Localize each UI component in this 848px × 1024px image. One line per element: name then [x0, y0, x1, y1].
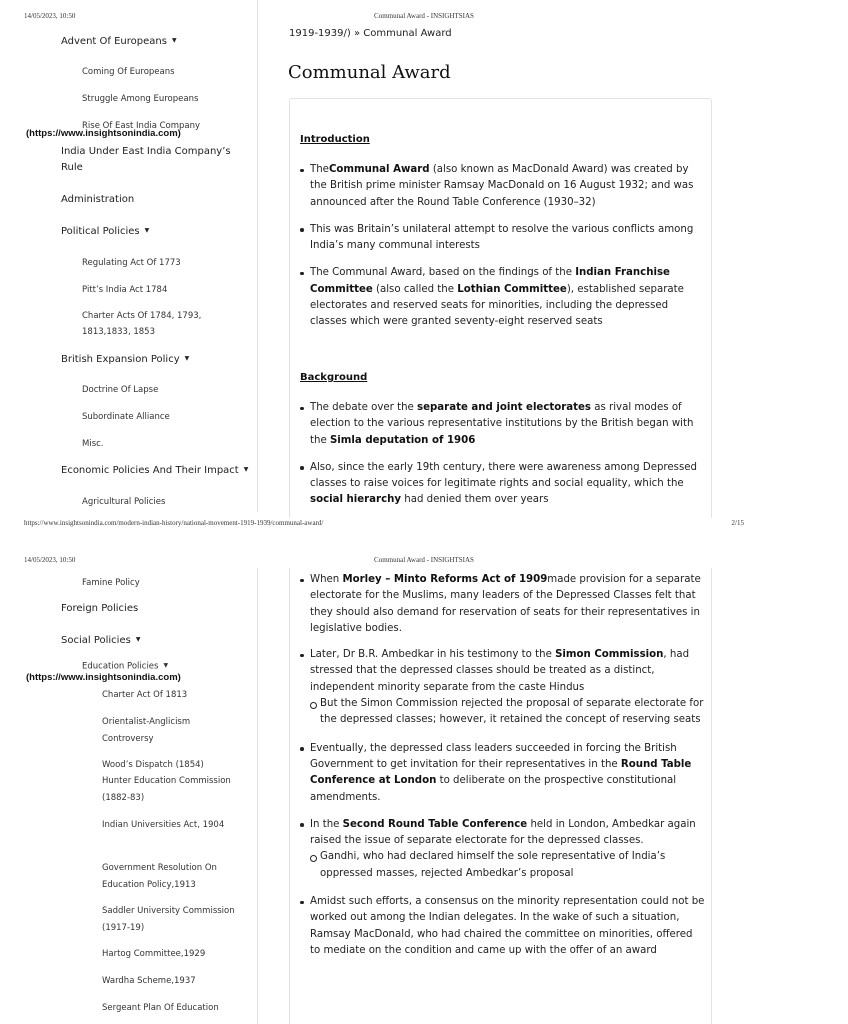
text-run: Gandhi, who had declared himself the sole representative of India’s oppressed masses, rejected Ambedkar’s proposal [320, 851, 666, 879]
text-run: (also called the [372, 283, 458, 295]
sidebar-nav [0, 568, 258, 1024]
print-page-number: 2/15 [731, 519, 744, 527]
sidebar-item[interactable] [82, 308, 232, 340]
text-run: Later, Dr B.R. Ambedkar in his testimony to the [310, 649, 556, 661]
sidebar-item-label: Indian Universities Act, 1904 [102, 820, 225, 830]
caret-down-icon[interactable]: ▼ [144, 227, 150, 234]
sidebar-item[interactable] [102, 1000, 242, 1017]
sidebar-item-label: Charter Acts Of 1784, 1793, 1813,1833, 1853 [82, 311, 202, 337]
text-run: had denied them over years [401, 494, 549, 506]
sidebar-item-label: Wood’s Dispatch (1854) [102, 760, 204, 770]
sidebar-nav [0, 0, 258, 512]
sidebar-item[interactable] [61, 351, 251, 368]
text-run: When [310, 574, 343, 585]
sidebar-item[interactable] [82, 436, 232, 452]
sidebar-item-label: Saddler University Commission (1917-19) [102, 906, 235, 933]
section-heading-introduction: Introduction [300, 134, 370, 145]
sidebar-item-label: Orientalist-Anglicism Controversy [102, 717, 191, 744]
bold-term: Morley – Minto Reforms Act of 1909 [342, 574, 548, 585]
sidebar-item-label: Education Policies [82, 661, 159, 672]
caret-down-icon[interactable]: ▼ [135, 636, 141, 643]
sidebar-item-label: Wardha Scheme,1937 [102, 976, 196, 986]
sidebar-item[interactable] [82, 255, 232, 271]
sidebar-item-label: Doctrine Of Lapse [82, 385, 159, 395]
list-item [300, 265, 705, 330]
text-run: Also, since the early 19th century, there were awareness among Depressed classes to raise voices for legitimate rights and social equality, which the [310, 461, 698, 490]
caret-down-icon[interactable]: ▼ [243, 466, 249, 473]
print-url: https://www.insightsonindia.com/modern-indian-history/national-movement-1919-1939/communal-award/ [24, 519, 324, 527]
sidebar-item[interactable] [82, 282, 232, 298]
sidebar-item[interactable] [102, 946, 242, 963]
print-datetime: 14/05/2023, 10:50 [24, 12, 76, 20]
print-doc-title: Communal Award - INSIGHTSIAS [374, 12, 474, 20]
list-item [300, 647, 705, 696]
list-item [300, 400, 705, 449]
sidebar-item-label: Foreign Policies [61, 603, 139, 614]
breadcrumb[interactable]: 1919-1939/) » Communal Award [289, 28, 452, 39]
sidebar-item[interactable] [102, 973, 242, 990]
sidebar-item[interactable] [61, 601, 251, 617]
text-run: In the [310, 818, 343, 830]
print-datetime: 14/05/2023, 10:50 [24, 556, 76, 564]
sidebar-item[interactable] [82, 575, 232, 591]
text-run: held in London, Ambedkar again raised the issue of separate electorate for the depressed classes. [310, 818, 696, 847]
sidebar-item[interactable] [61, 33, 251, 50]
bold-term: Simla deputation of 1906 [329, 434, 476, 446]
sidebar-item-label: Coming Of Europeans [82, 67, 175, 77]
sidebar-item-label: Agricultural Policies [82, 497, 166, 507]
text-run: Amidst such efforts, a consensus on the minority representation could not be worked out among the Indian delegates. In the wake of such a situation, Ramsay MacDonald, who had chaired the committee on minorities, offered to mediate on the condition and came up with the offer of an award [310, 896, 705, 956]
bold-term: Second Round Table Conference [342, 818, 528, 830]
caret-down-icon[interactable]: ▼ [171, 37, 177, 44]
list-item [300, 572, 705, 637]
sidebar-item[interactable] [82, 64, 232, 80]
sidebar-item[interactable] [82, 91, 232, 107]
sidebar-item-label: Charter Act Of 1813 [102, 690, 188, 700]
bold-term: social hierarchy [310, 494, 402, 506]
sidebar-item[interactable] [102, 860, 242, 893]
page-title: Communal Award [288, 62, 451, 83]
caret-down-icon[interactable]: ▼ [163, 662, 169, 669]
sidebar-item[interactable] [82, 409, 232, 425]
text-run: But the Simon Commission rejected the proposal of separate electorate for the depressed classes; however, it retained the concept of reserving seats [320, 698, 704, 726]
sidebar-item-label: Rise Of East India Company [82, 121, 201, 131]
list-item [300, 817, 705, 850]
print-page-2 [0, 512, 768, 1024]
caret-down-icon[interactable]: ▼ [184, 355, 190, 362]
sidebar-item-label: Regulating Act Of 1773 [82, 258, 181, 268]
site-home-link[interactable]: (https://www.insightsonindia.com) [26, 672, 181, 683]
sidebar-item-label: Famine Policy [82, 578, 140, 588]
introduction-list [300, 162, 705, 331]
sidebar-item-label: Sergeant Plan Of Education [102, 1003, 219, 1013]
sidebar-item[interactable] [82, 494, 232, 510]
list-item [300, 741, 705, 806]
sidebar-item-label: Pitt’s India Act 1784 [82, 285, 168, 295]
sidebar-item[interactable] [102, 687, 242, 704]
text-run: made provision for a separate electorate for the Muslims, many leaders of the Depressed Classes felt that they should also demand for reservation of seats for their representatives in legislative bodies. [310, 574, 701, 634]
sidebar-item-label: Advent Of Europeans [61, 36, 167, 47]
bold-term: Indian Franchise Committee [310, 267, 670, 295]
article-list [300, 572, 705, 959]
text-run: to deliberate on the prospective constitutional amendments. [310, 775, 677, 803]
bold-term: Communal Award [328, 164, 430, 175]
bold-term: Simon Commission [555, 649, 664, 661]
list-item [300, 460, 705, 509]
text-run: as rival modes of election to the various representative institutions by the British began with the [310, 402, 694, 446]
list-item [300, 894, 705, 959]
sidebar-item-label: Misc. [82, 439, 104, 449]
sidebar-item[interactable] [61, 632, 251, 649]
print-doc-title: Communal Award - INSIGHTSIAS [374, 556, 474, 564]
sidebar-item-label: Hartog Committee,1929 [102, 949, 206, 959]
text-run: The [310, 164, 329, 175]
sidebar-item-label: Administration [61, 194, 135, 205]
sidebar-item-label: Struggle Among Europeans [82, 94, 199, 104]
sidebar-item[interactable] [102, 817, 242, 834]
sidebar-item[interactable] [102, 757, 242, 774]
text-run: Eventually, the depressed class leaders succeeded in forcing the British Government to get invitation for their representatives in the [310, 742, 677, 770]
bold-term: separate and joint electorates [417, 402, 591, 413]
sidebar-item-label: Social Policies [61, 635, 131, 646]
sidebar-item[interactable] [102, 773, 242, 806]
text-run: This was Britain’s unilateral attempt to resolve the various conflicts among India’s many communal interests [310, 223, 694, 252]
sidebar-item[interactable] [102, 903, 242, 936]
sub-list-item [300, 849, 705, 882]
text-run: The debate over the [310, 402, 418, 413]
sidebar-item-label: India Under East India Company’s Rule [61, 146, 231, 173]
sidebar-item[interactable] [82, 382, 232, 398]
sidebar-item-label: Government Resolution On Education Policy,1913 [102, 863, 217, 890]
bold-term: Round Table Conference at London [310, 758, 692, 787]
sidebar-item[interactable] [61, 462, 251, 479]
sidebar-item[interactable] [61, 192, 251, 208]
text-run: ), established separate electorates and reserved seats for minorities, including the depressed classes which were granted seventy-eight reserved seats [310, 283, 684, 328]
text-run: , had stressed that the depressed classes should be treated as a distinct, independent minority separate from the caste Hindus [310, 649, 690, 693]
sub-list-item [300, 696, 705, 729]
site-home-link[interactable]: (https://www.insightsonindia.com) [26, 128, 181, 139]
sidebar-item[interactable] [61, 144, 251, 176]
list-item [300, 222, 705, 255]
print-page-1 [0, 0, 768, 527]
sidebar-item-label: Hunter Education Commission (1882-83) [102, 776, 231, 803]
sidebar-item[interactable] [102, 714, 242, 747]
text-run: The Communal Award, based on the findings of the [310, 267, 576, 279]
sidebar-item[interactable] [61, 223, 251, 240]
list-item [300, 162, 705, 211]
sidebar-item-label: Political Policies [61, 226, 140, 237]
background-list [300, 400, 705, 509]
sidebar-item-label: Subordinate Alliance [82, 412, 170, 422]
bold-term: Lothian Committee [457, 283, 567, 295]
sidebar-item-label: British Expansion Policy [61, 354, 180, 365]
text-run: (also known as MacDonald Award) was created by the British prime minister Ramsay MacDonald on 16 August 1932; and was announced after the Round Table Conference (1930–32) [310, 164, 694, 208]
sidebar-item-label: Economic Policies And Their Impact [61, 465, 239, 476]
section-heading-background: Background [300, 372, 368, 383]
